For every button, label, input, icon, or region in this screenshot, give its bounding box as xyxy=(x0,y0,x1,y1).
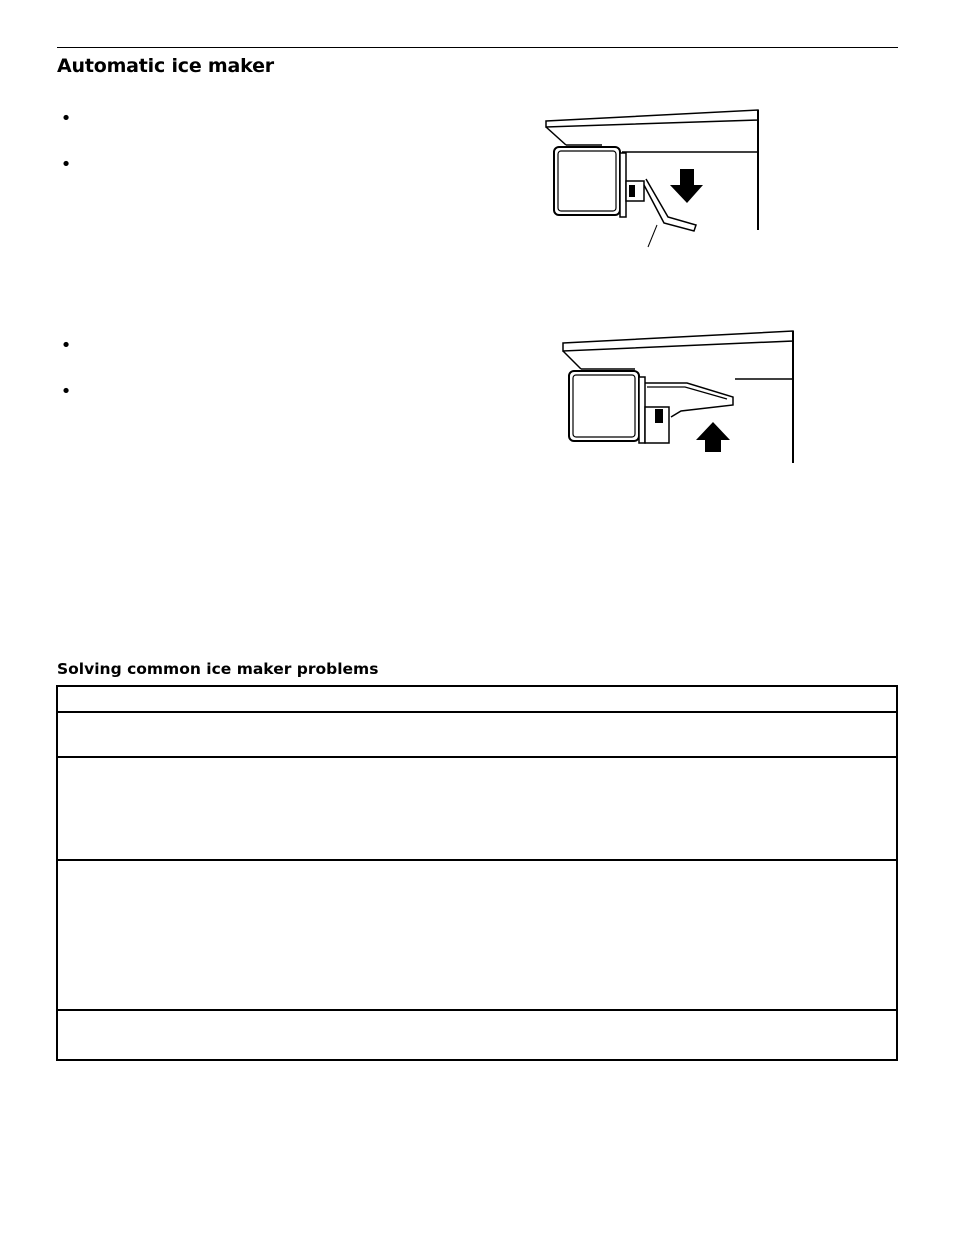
top-rule xyxy=(57,47,898,48)
bullet-point: • xyxy=(60,108,72,129)
page-title: Automatic ice maker xyxy=(57,55,274,77)
problems-table xyxy=(56,685,898,1061)
problems-title: Solving common ice maker problems xyxy=(57,660,379,678)
ice-maker-arm-up-icon xyxy=(555,325,805,470)
bullet-point: • xyxy=(60,335,72,356)
bullet-point: • xyxy=(60,154,72,175)
bullet-point: • xyxy=(60,381,72,402)
table-row xyxy=(58,713,896,758)
table-row xyxy=(58,1011,896,1059)
table-row xyxy=(58,687,896,713)
ice-maker-arm-down-icon xyxy=(540,105,770,255)
table-row xyxy=(58,758,896,861)
table-row xyxy=(58,861,896,1011)
